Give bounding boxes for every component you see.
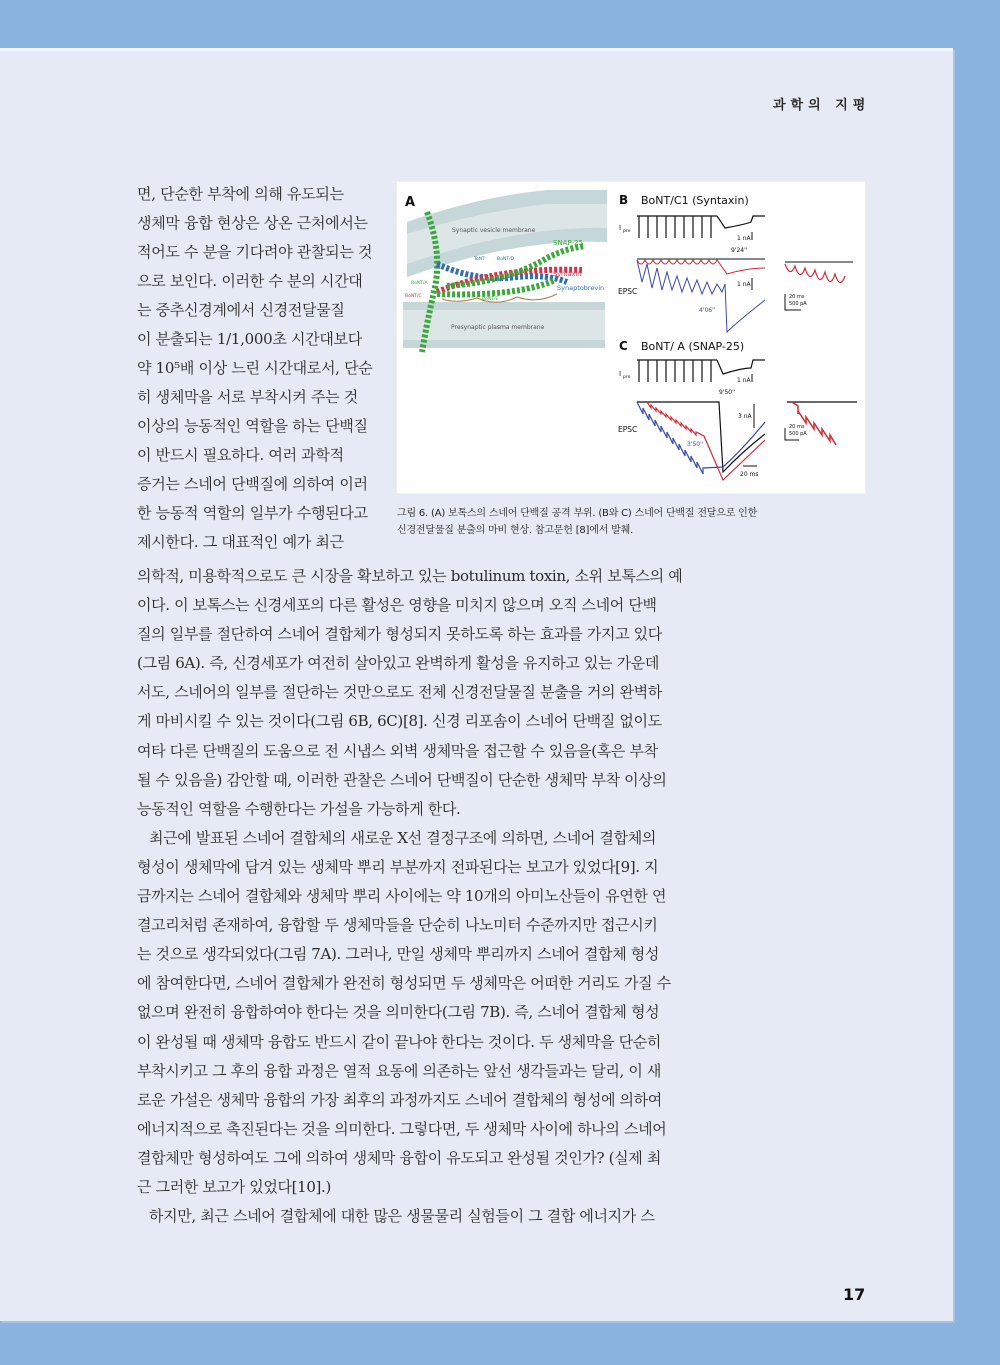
svg-text:BoNT/E: BoNT/E <box>482 297 499 302</box>
text-line: 결합체만 형성하여도 그에 의하여 생체막 융합이 유도되고 완성될 것인가? (실제 최 <box>137 1148 661 1167</box>
svg-text:3 nA: 3 nA <box>738 413 752 420</box>
svg-text:Presynaptic plasma membrane: Presynaptic plasma membrane <box>451 324 545 331</box>
text-line: 에 참여한다면, 스네어 결합체가 완전히 형성되면 두 생체막은 어떠한 거리도 가질 수 <box>137 974 671 993</box>
text-line: 질의 일부를 절단하여 스네어 결합체가 형성되지 못하도록 하는 효과를 가지고 있다 <box>137 625 662 644</box>
text-line: 서도, 스네어의 일부를 절단하는 것만으로도 전체 신경전달물질 분출을 거의 완벽하 <box>137 683 662 702</box>
page-number: 17 <box>843 1285 866 1304</box>
svg-text:pre: pre <box>623 375 631 380</box>
svg-text:EPSC: EPSC <box>618 425 638 434</box>
figure-6-caption <box>397 505 817 539</box>
text-line: 게 마비시킬 수 있는 것이다(그림 6B, 6C)[8]. 신경 리포솜이 스네어 단백질 없이도 <box>137 712 662 731</box>
panel-b-traces <box>618 193 853 332</box>
panel-c-traces <box>618 339 857 480</box>
text-line: 이상의 능동적인 역할을 하는 단백질 <box>137 417 368 435</box>
text-line: 능동적인 역할을 수행한다는 가설을 가능하게 한다. <box>137 799 461 818</box>
text-line: 제시한다. 그 대표적인 예가 최근 <box>137 533 344 551</box>
svg-text:I: I <box>619 370 622 378</box>
svg-text:I: I <box>619 224 622 232</box>
svg-text:BoNT/A: BoNT/A <box>411 281 428 286</box>
svg-text:3'50'': 3'50'' <box>687 441 704 448</box>
svg-text:Synaptobrevin: Synaptobrevin <box>557 284 605 292</box>
text-line: 최근에 발표된 스네어 결합체의 새로운 X선 결정구조에 의하면, 스네어 결합체의 <box>149 828 656 847</box>
text-line: 하지만, 최근 스네어 결합체에 대한 많은 생물물리 실험들이 그 결합 에너지가 스 <box>149 1207 655 1226</box>
text-line: 히 생체막을 서로 부착시켜 주는 것 <box>137 388 359 406</box>
text-line: 형성이 생체막에 담겨 있는 생체막 뿌리 부분까지 전파된다는 보고가 있었다[9]. 지 <box>137 857 659 876</box>
text-line: 로운 가설은 생체막 융합의 가장 최후의 과정까지도 스네어 결합체의 형성에 의하여 <box>137 1090 662 1109</box>
svg-text:BoNT/C1 (Syntaxin): BoNT/C1 (Syntaxin) <box>641 194 749 207</box>
running-title: 과학의 지평 <box>773 98 871 113</box>
figure-6 <box>396 181 866 494</box>
caption-line: 신경전달물질 분출의 마비 현상. 참고문헌 [8]에서 발췌. <box>397 525 634 536</box>
svg-text:9'24'': 9'24'' <box>731 247 748 254</box>
text-line: 한 능동적 역할의 일부가 수행된다고 <box>137 504 368 522</box>
text-line: 결고리처럼 존재하여, 융합할 두 생체막들을 단순히 나노미터 수준까지만 접근시키 <box>137 916 658 935</box>
body-text-narrow-column <box>137 180 382 557</box>
svg-text:1 nA: 1 nA <box>737 235 751 242</box>
caption-line: 그림 6. (A) 보톡스의 스네어 단백질 공격 부위. (B와 C) 스네어 단백질 전달으로 인한 <box>397 508 758 519</box>
text-line: 근 그러한 보고가 있었다[10].) <box>137 1177 331 1196</box>
svg-text:pre: pre <box>623 229 631 234</box>
text-line: 면, 단순한 부착에 의해 유도되는 <box>137 185 344 203</box>
svg-text:20 ms: 20 ms <box>740 471 759 478</box>
svg-text:1 nA: 1 nA <box>737 377 751 384</box>
text-line: 적어도 수 분을 기다려야 관찰되는 것 <box>137 243 373 261</box>
svg-text:BoNT/ A (SNAP-25): BoNT/ A (SNAP-25) <box>641 340 745 353</box>
panel-a-diagram <box>403 190 607 352</box>
text-line: 이다. 이 보톡스는 신경세포의 다른 활성은 영향을 미치지 않으며 오직 스네어 단백 <box>137 596 657 615</box>
text-line: 이 분출되는 1/1,000초 시간대보다 <box>137 330 362 348</box>
svg-text:SNAP-25: SNAP-25 <box>553 239 583 247</box>
figure-6-graphic <box>397 182 865 493</box>
svg-text:A: A <box>405 195 416 210</box>
text-line: 여타 다른 단백질의 도움으로 전 시냅스 외벽 생체막을 접근할 수 있음을(혹은 부착 <box>137 741 658 760</box>
text-line: 의학적, 미용학적으로도 큰 시장을 확보하고 있는 botulinum toxin, 소위 보톡스의 예 <box>137 567 683 585</box>
text-line: 는 것으로 생각되었다(그림 7A). 그러나, 만일 생체막 뿌리까지 스네어 결합체 형성 <box>137 945 660 964</box>
svg-text:B: B <box>619 193 629 207</box>
svg-text:TeNT: TeNT <box>474 257 485 262</box>
text-line: 이 완성될 때 생체막 융합도 반드시 같이 끝나야 한다는 것이다. 두 생체막을 단순히 <box>137 1032 662 1051</box>
text-line: 금까지는 스네어 결합체와 생체막 뿌리 사이에는 약 10개의 아미노산들이 유연한 연 <box>137 887 667 906</box>
svg-text:1 nA: 1 nA <box>737 281 751 288</box>
text-line: 에너지적으로 촉진된다는 것을 의미한다. 그렇다면, 두 생체막 사이에 하나의 스네어 <box>137 1119 667 1138</box>
text-line: 부착시키고 그 후의 융합 과정은 열적 요동에 의존하는 앞선 생각들과는 달리, 이 새 <box>137 1061 662 1080</box>
svg-text:20 ms: 20 ms <box>789 424 805 430</box>
body-text-wide-column <box>137 562 715 1231</box>
svg-text:Synaptic vesicle membrane: Synaptic vesicle membrane <box>452 227 536 234</box>
svg-text:20 ms: 20 ms <box>789 294 805 300</box>
svg-text:Syntaxin: Syntaxin <box>553 270 582 278</box>
text-line: 될 수 있음을) 감안할 때, 이러한 관찰은 스네어 단백질이 단순한 생체막 부착 이상의 <box>137 770 667 789</box>
svg-text:9'50'': 9'50'' <box>719 389 736 396</box>
text-line: (그림 6A). 즉, 신경세포가 여전히 살아있고 완벽하게 활성을 유지하고 있는 가운데 <box>137 654 660 673</box>
svg-text:C: C <box>619 339 628 353</box>
svg-text:BoNT/D: BoNT/D <box>497 257 514 262</box>
svg-text:4'06'': 4'06'' <box>699 307 716 314</box>
text-line: 이 반드시 필요하다. 여러 과학적 <box>137 446 344 464</box>
svg-text:EPSC: EPSC <box>618 287 638 296</box>
text-line: 약 10⁵배 이상 느린 시간대로서, 단순 <box>137 359 373 377</box>
text-line: 는 중추신경계에서 신경전달물질 <box>137 301 345 319</box>
text-line: 증거는 스네어 단백질에 의하여 이러 <box>137 475 368 493</box>
svg-text:BoNT/C: BoNT/C <box>405 294 422 299</box>
text-line: 생체막 융합 현상은 상온 근처에서는 <box>137 214 368 232</box>
svg-text:500 pA: 500 pA <box>789 301 807 307</box>
text-line: 으로 보인다. 이러한 수 분의 시간대 <box>137 272 363 290</box>
svg-text:500 pA: 500 pA <box>789 431 807 437</box>
text-line: 없으며 완전히 융합하여야 한다는 것을 의미한다(그림 7B). 즉, 스네어 결합체 형성 <box>137 1003 660 1022</box>
